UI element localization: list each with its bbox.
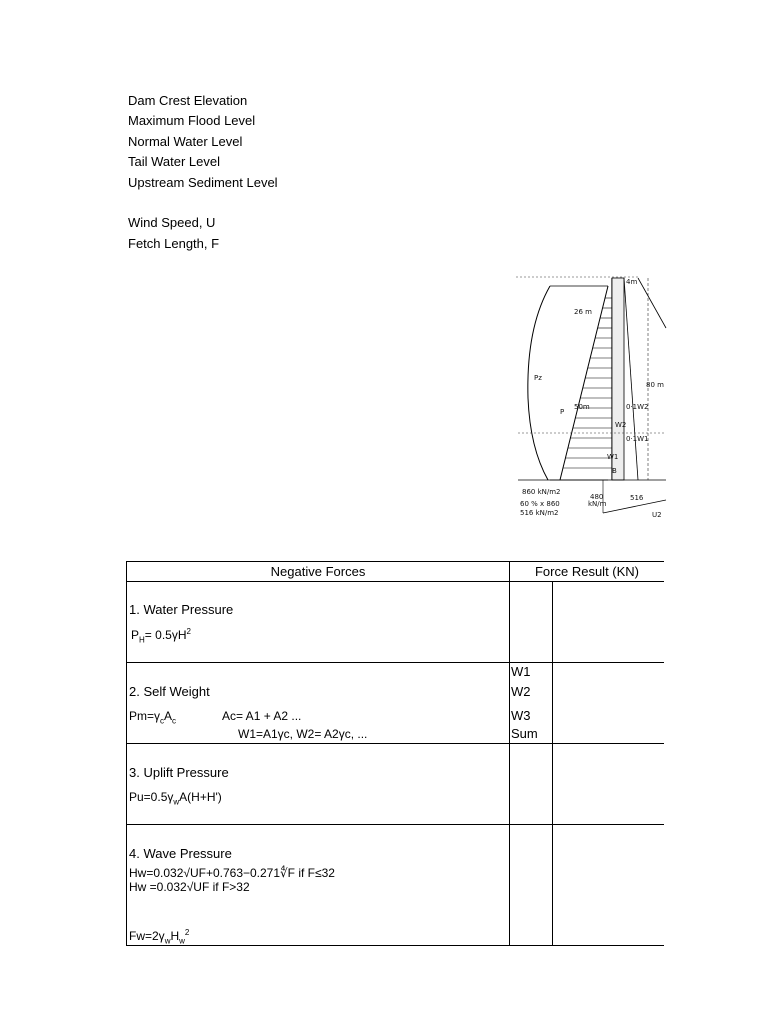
fig-label-u2: U2 <box>652 511 662 519</box>
water-formula: $P_H= 0.5\gamma H^2$ <box>131 627 191 645</box>
fig-label-base3: 516 kN/m2 <box>520 509 559 517</box>
wave-eq1: Hw=0.032√UF+0.763−0.271∜F if F≤32 <box>129 866 335 880</box>
fig-label-w1: 0·1W1 <box>626 435 649 443</box>
param-max-flood: Maximum Flood Level <box>128 113 256 129</box>
wave-force-formula: $Fw=2\gamma_wH_w^2$ <box>129 928 190 946</box>
row-wave-pressure <box>127 825 665 946</box>
param-crest: Dam Crest Elevation <box>128 93 248 108</box>
fig-label-516: 516 <box>630 494 644 502</box>
self-weight-area: Ac= A1 + A2 ... <box>222 709 302 723</box>
fig-label-kn: kN/m <box>588 500 607 508</box>
param-wind-speed: Wind Speed, U <box>128 215 216 231</box>
w1-label: W1 <box>511 664 531 679</box>
fig-label-b: B <box>612 467 617 475</box>
fig-label-pz: Pz <box>534 374 542 382</box>
fig-label-480: 480 <box>590 493 604 501</box>
self-weight-formula: $Pm=\gamma_cA_c$ <box>129 709 177 726</box>
row-uplift-pressure <box>127 744 665 825</box>
water-title: 1. Water Pressure <box>129 602 234 617</box>
fig-label-mid: 50m <box>574 403 590 411</box>
param-sediment: Upstream Sediment Level <box>128 174 278 190</box>
fig-label-base1: 860 kN/m2 <box>522 488 561 496</box>
header-force-result: Force Result (KN) <box>510 562 665 582</box>
row-self-weight <box>127 663 665 744</box>
param-fetch-length: Fetch Length, F <box>128 235 220 251</box>
fig-label-height: 80 m <box>646 381 664 389</box>
dam-pressure-diagram <box>508 268 668 520</box>
w3-label: W3 <box>511 708 531 723</box>
header-negative-forces: Negative Forces <box>127 562 510 582</box>
sum-label: Sum <box>511 726 538 741</box>
forces-table <box>126 561 664 946</box>
self-weight-weights: W1=A1γc, W2= A2γc, ... <box>238 727 368 741</box>
fig-label-w2b: W2 <box>615 421 627 429</box>
fig-label-p: P <box>560 408 565 416</box>
uplift-formula: $Pu=0.5\gamma_wA(H+H')$ <box>129 790 222 807</box>
uplift-title: 3. Uplift Pressure <box>129 765 229 780</box>
w2-label: W2 <box>511 684 531 699</box>
wave-title: 4. Wave Pressure <box>129 846 232 861</box>
wave-eq2: Hw =0.032√UF if F>32 <box>129 880 250 894</box>
fig-label-w2: 0·1W2 <box>626 403 649 411</box>
self-weight-title: 2. Self Weight <box>129 684 210 699</box>
fig-label-top: 4m <box>626 278 638 286</box>
row-water-pressure <box>127 582 665 663</box>
param-tail-water: Tail Water Level <box>128 154 220 170</box>
fig-label-base2: 60 % x 860 <box>520 500 560 508</box>
fig-label-upper: 26 m <box>574 308 592 316</box>
param-normal-water: Normal Water Level <box>128 133 243 149</box>
parameter-list <box>128 91 278 254</box>
fig-label-w1b: W1 <box>607 453 619 461</box>
